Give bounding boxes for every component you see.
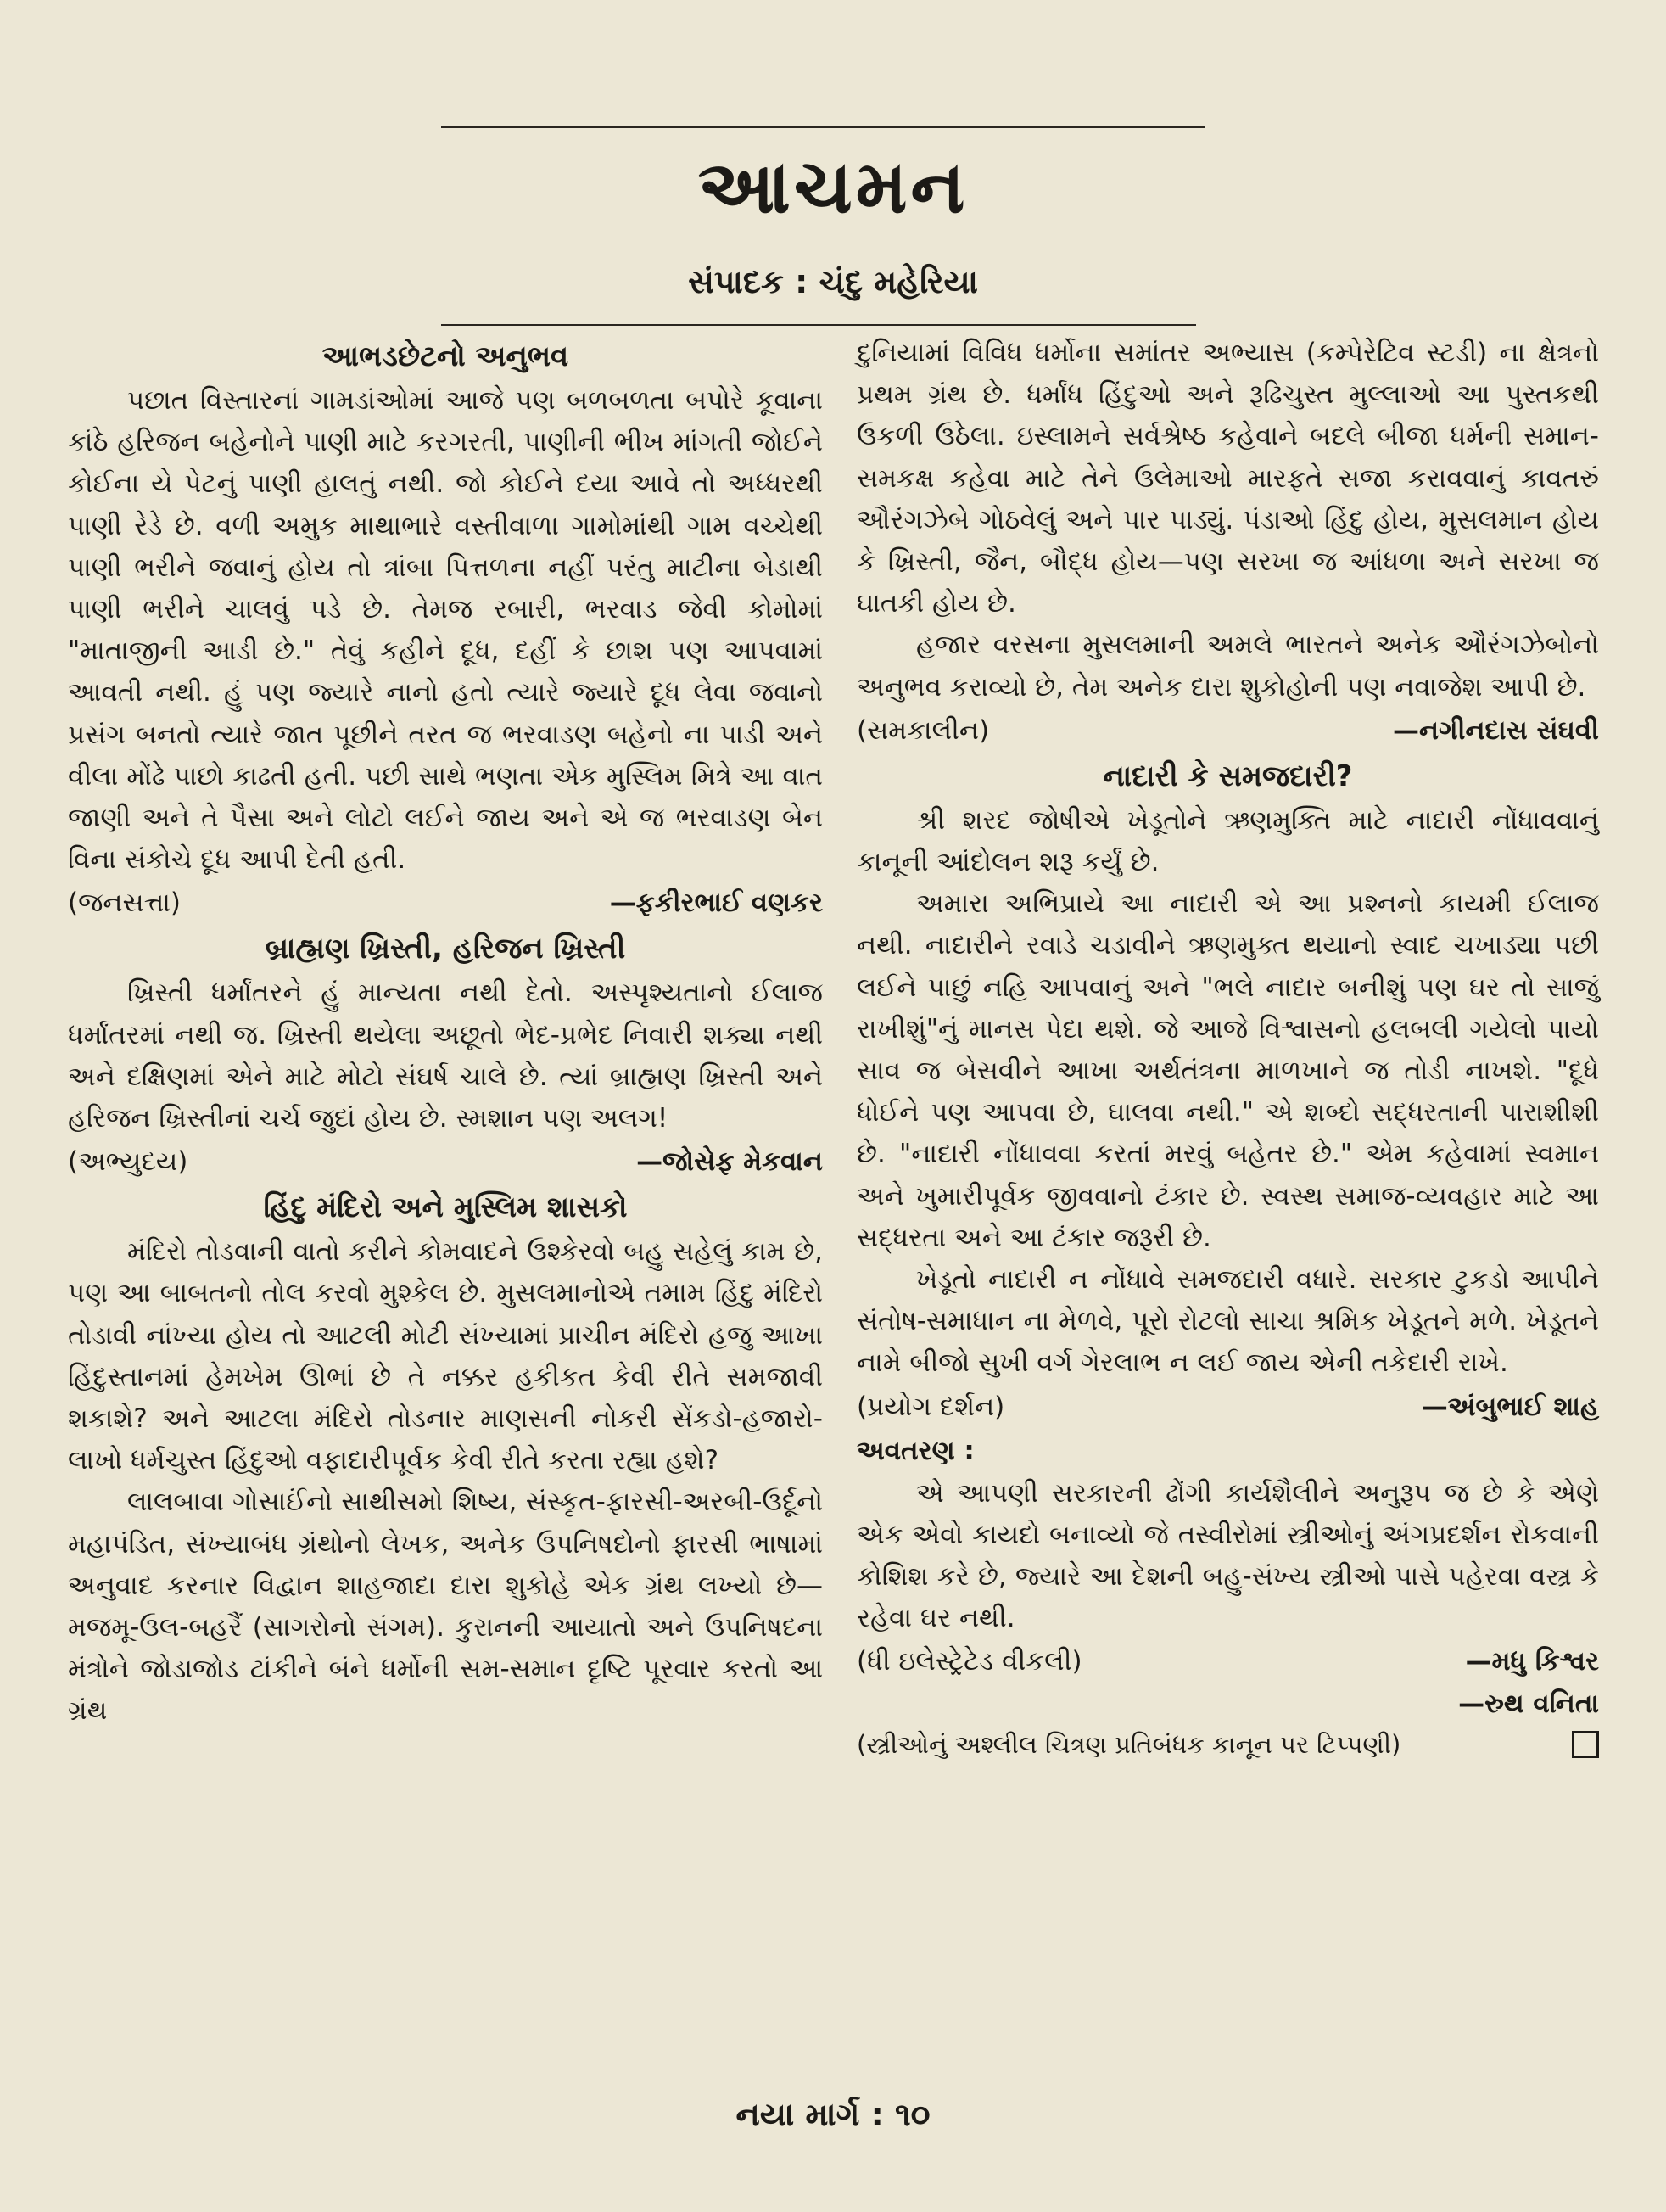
source-line (857, 1639, 1599, 1683)
article-heading: આભડછેટનો અનુભવ (321, 339, 569, 373)
source-name: (ધી ઇલેસ્ટ્રેટેડ વીકલી) (857, 1646, 1082, 1677)
left-column (68, 333, 823, 1733)
article-heading: હિંદુ મંદિરો અને મુસ્લિમ શાસકો (263, 1190, 628, 1225)
source-line (857, 708, 1599, 753)
article-body: પછાત વિસ્તારનાં ગામડાંઓમાં આજે પણ બળબળતા બપોરે કૂવાના કાંઠે હરિજન બહેનોને પાણી માટે કરગરતી, પાણીની ભીખ માંગતી જોઈને કોઈના યે પેટનું પાણી હાલતું નથી. જો કોઈને દયા આવે તો અધ્ધરથી પાણી રેડે છે. વળી અમુક માથાભારે વસ્તીવાળા ગામોમાંથી ગામ વચ્ચેથી પાણી ભરીને જવાનું હોય તો ત્રાંબા પિત્તળના નહીં પરંતુ માટીના બેડાથી પાણી ભરીને ચાલવું પડે છે. તેમજ રબારી, ભરવાડ જેવી કોમોમાં "માતાજીની આડી છે." તેવું કહીને દૂધ, દહીં કે છાશ પણ આપવામાં આવતી નથી. હું પણ જ્યારે નાનો હતો ત્યારે જ્યારે દૂધ લેવા જવાનો પ્રસંગ બનતો ત્યારે જાત પૂછીને તરત જ ભરવાડણ બહેનો ના પાડી અને વીલા મોંઢે પાછો કાઢતી હતી. પછી સાથે ભણતા એક મુસ્લિમ મિત્રે આ વાત જાણી અને તે પૈસા અને લોટો લઈને જાય અને એ જ ભરવાડણ બેન વિના સંકોચે દૂધ આપી દેતી હતી. (68, 385, 823, 876)
source-name: (જનસત્તા) (68, 888, 181, 919)
editor-line: સંપાદક : ચંદુ મહેરિયા (688, 263, 978, 300)
article-body: હજાર વરસના મુસલમાની અમલે ભારતને અનેક ઔરંગઝેબોનો અનુભવ કરાવ્યો છે, તેમ અનેક દારા શુકોહોની પણ નવાજેશ આપી છે. (857, 630, 1599, 703)
section-title: આચમન (697, 144, 969, 230)
source-name: (પ્રયોગ દર્શન) (857, 1391, 1005, 1422)
page-footer: નયા માર્ગ : ૧૦ (735, 2096, 931, 2133)
source-name: (સમકાલીન) (857, 714, 990, 746)
author-name: —ફકીરભાઈ વણકર (609, 888, 823, 919)
article-body: ખેડૂતો નાદારી ન નોંધાવે સમજદારી વધારે. સરકાર ટુકડો આપીને સંતોષ-સમાધાન ના મેળવે, પૂરો રોટલો સાચા શ્રમિક ખેડૂતને મળે. ખેડૂતને નામે બીજો સુખી વર્ગ ગેરલાભ ન લઈ જાય એની તકેદારી રાખે. (857, 1264, 1599, 1379)
author-name: —મધુ કિશ્વર (1465, 1646, 1599, 1677)
author-name: —અંબુભાઈ શાહ (1421, 1391, 1599, 1422)
article-heading: નાદારી કે સમજદારી? (1103, 759, 1353, 793)
top-rule (441, 126, 1205, 128)
article-body: લાલબાવા ગોસાઈંનો સાથીસમો શિષ્ય, સંસ્કૃત-ફારસી-અરબી-ઉર્દૂનો મહાપંડિત, સંખ્યાબંધ ગ્રંથોનો લેખક, અનેક ઉપનિષદોનો ફારસી ભાષામાં અનુવાદ કરનાર વિદ્વાન શાહજાદા દારા શુકોહે એક ગ્રંથ લખ્યો છે—મજમૂ-ઉલ-બહરૈં (સાગરોનો સંગમ). કુરાનની આયાતો અને ઉપનિષદના મંત્રોને જોડાજોડ ટાંકીને બંને ધર્મોની સમ-સમાન દૃષ્ટિ પૂરવાર કરતો આ ગ્રંથ (68, 1487, 823, 1727)
article-body: મંદિરો તોડવાની વાતો કરીને કોમવાદને ઉશ્કેરવો બહુ સહેલું કામ છે, પણ આ બાબતનો તોલ કરવો મુશ્કેલ છે. મુસલમાનોએ તમામ હિંદુ મંદિરો તોડાવી નાંખ્યા હોય તો આટલી મોટી સંખ્યામાં પ્રાચીન મંદિરો હજુ આખા હિંદુસ્તાનમાં હેમખેમ ઊભાં છે તે નક્કર હકીકત કેવી રીતે સમજાવી શકાશે? અને આટલા મંદિરો તોડનાર માણસની નોકરી સેંકડો-હજારો-લાખો ધર્મચુસ્ત હિંદુઓ વફાદારીપૂર્વક કેવી રીતે કરતા રહ્યા હશે? (68, 1236, 823, 1476)
article-body: અમારા અભિપ્રાયે આ નાદારી એ આ પ્રશ્નનો કાયમી ઈલાજ નથી. નાદારીને રવાડે ચડાવીને ઋણમુક્ત થયાનો સ્વાદ ચખાડ્યા પછી લઈને પાછું નહિ આપવાનું અને "ભલે નાદાર બનીશું પણ ઘર તો સાજું રાખીશું"નું માનસ પેદા થશે. જે આજે વિશ્વાસનો હલબલી ગયેલો પાયો સાવ જ બેસવીને આખા અર્થતંત્રના માળખાને જ તોડી નાખશે. "દૂધે ધોઈને પણ આપવા છે, ઘાલવા નથી." એ શબ્દો સદ્ધરતાની પારાશીશી છે. "નાદારી નોંધાવવા કરતાં મરવું બહેતર છે." એમ કહેવામાં સ્વમાન અને ખુમારીપૂર્વક જીવવાનો ટંકાર છે. સ્વસ્થ સમાજ-વ્યવહાર માટે આ સદ્ધરતા અને આ ટંકાર જરૂરી છે. (857, 888, 1599, 1253)
author-name: —રુથ વનિતા (1458, 1688, 1599, 1720)
source-name: (અભ્યુદય) (68, 1146, 188, 1178)
end-mark-icon (1572, 1731, 1599, 1758)
article-body: ખ્રિસ્તી ધર્માંતરને હું માન્યતા નથી દેતો. અસ્પૃશ્યતાનો ઈલાજ ધર્માંતરમાં નથી જ. ખ્રિસ્તી થયેલા અછૂતો ભેદ-પ્રભેદ નિવારી શક્યા નથી અને દક્ષિણમાં એને માટે મોટો સંઘર્ષ ચાલે છે. ત્યાં બ્રાહ્મણ ખ્રિસ્તી અને હરિજન ખ્રિસ્તીનાં ચર્ચ જુદાં હોય છે. સ્મશાન પણ અલગ! (68, 977, 823, 1134)
source-line (68, 1140, 823, 1184)
article-heading: બ્રાહ્મણ ખ્રિસ્તી, હરિજન ખ્રિસ્તી (265, 932, 626, 966)
quote-note (857, 1724, 1599, 1765)
quote-section-title: અવતરણ : (857, 1435, 975, 1466)
right-column (857, 333, 1599, 1765)
source-line (68, 881, 823, 925)
header-rule (441, 324, 1196, 326)
article-body: શ્રી શરદ જોષીએ ખેડૂતોને ઋણમુક્તિ માટે નાદારી નોંધાવવાનું કાનૂની આંદોલન શરૂ કર્યું છે. (857, 804, 1599, 878)
author-name: —જોસેફ મેકવાન (636, 1146, 823, 1178)
article-body: દુનિયામાં વિવિધ ધર્મોના સમાંતર અભ્યાસ (કમ્પેરેટિવ સ્ટડી) ના ક્ષેત્રનો પ્રથમ ગ્રંથ છે. ધર્માંધ હિંદુઓ અને રૂઢિચુસ્ત મુલ્લાઓ આ પુસ્તકથી ઉકળી ઉઠેલા. ઇસ્લામને સર્વશ્રેષ્ઠ કહેવાને બદલે બીજા ધર્મની સમાન-સમકક્ષ કહેવા માટે તેને ઉલેમાઓ મારફતે સજા કરાવવાનું કાવતરું ઔરંગઝેબે ગોઠવેલું અને પાર પાડ્યું. પંડાઓ હિંદુ હોય, મુસલમાન હોય કે ખ્રિસ્તી, જૈન, બૌદ્ધ હોય—પણ સરખા જ આંધળા અને સરખા જ ઘાતકી હોય છે. (857, 338, 1599, 619)
author-name: —નગીનદાસ સંઘવી (1392, 714, 1599, 746)
source-line (857, 1385, 1599, 1429)
quote-body: એ આપણી સરકારની ઢોંગી કાર્યશૈલીને અનુરૂપ જ છે કે એણે એક એવો કાયદો બનાવ્યો જે તસ્વીરોમાં સ્ત્રીઓનું અંગપ્રદર્શન રોકવાની કોશિશ કરે છે, જ્યારે આ દેશની બહુ-સંખ્ય સ્ત્રીઓ પાસે પહેરવા વસ્ત્ર કે રહેવા ઘર નથી. (857, 1477, 1599, 1634)
note-text: (સ્ત્રીઓનું અશ્લીલ ચિત્રણ પ્રતિબંધક કાનૂન પર ટિપ્પણી) (857, 1730, 1401, 1760)
